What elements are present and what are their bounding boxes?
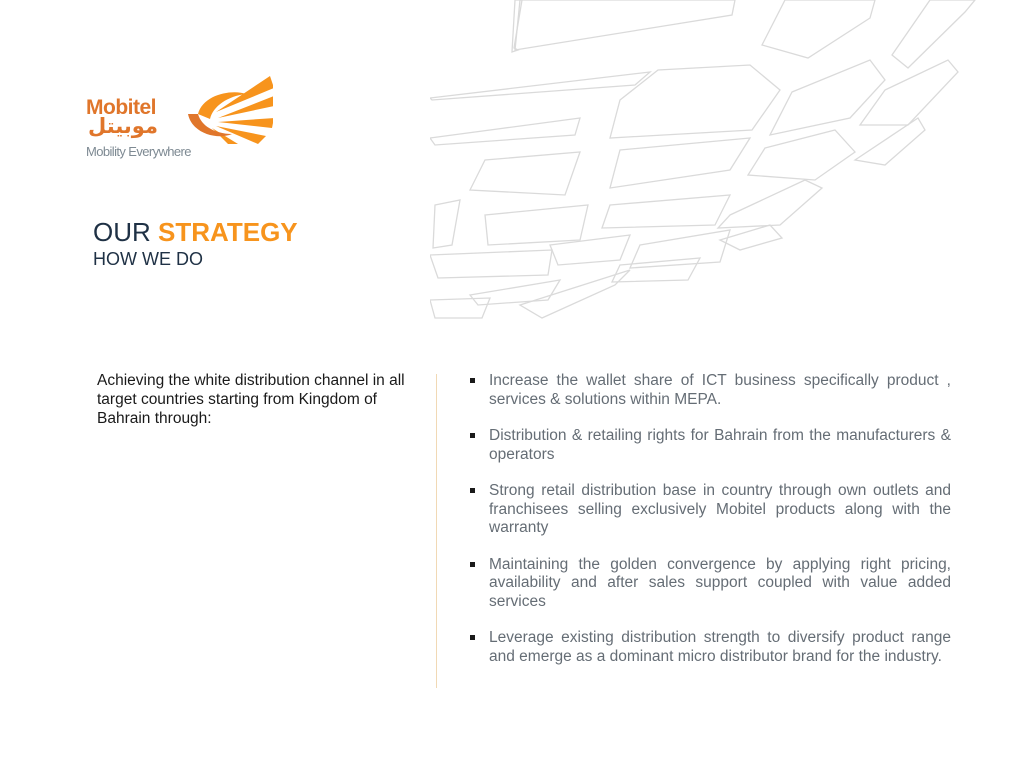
bullet-item [470, 372, 951, 409]
bullet-square-icon [470, 635, 475, 640]
slide-subtitle: HOW WE DO [93, 249, 203, 269]
bullet-text: Leverage existing distribution strength to diversify product range and emerge as a dominant micro distributor brand for the industry. [489, 629, 951, 665]
title-heading [93, 217, 298, 247]
title-prefix: OUR [93, 217, 151, 247]
bullet-item [470, 556, 951, 612]
bullet-item [470, 482, 951, 538]
hexagon-pattern-background [430, 0, 1024, 330]
bullet-item [470, 427, 951, 464]
intro-text: Achieving the white distribution channel in all target countries starting from Kingdom of Bahrain through: [97, 372, 405, 427]
bullet-square-icon [470, 378, 475, 383]
logo-tagline: Mobility Everywhere [86, 144, 191, 159]
column-divider [436, 374, 437, 688]
bullet-text: Maintaining the golden convergence by applying right pricing, availability and after sales support coupled with value added services [489, 555, 951, 610]
bullet-text: Strong retail distribution base in country through own outlets and franchisees selling exclusively Mobitel products along with the warranty [489, 482, 951, 536]
mobitel-logo [86, 74, 276, 164]
bullet-text: Increase the wallet share of ICT business specifically product , services & solutions within MEPA. [489, 372, 951, 408]
logo-arabic-wordmark: موبيتل [88, 114, 158, 138]
bullet-text: Distribution & retailing rights for Bahrain from the manufacturers & operators [489, 427, 951, 463]
strategy-bullet-list [470, 372, 951, 684]
bullet-square-icon [470, 562, 475, 567]
title-accent: STRATEGY [158, 217, 298, 247]
slide-title [93, 217, 298, 270]
bullet-item [470, 629, 951, 666]
bullet-square-icon [470, 488, 475, 493]
bullet-square-icon [470, 433, 475, 438]
logo-wordmark: Mobitel [86, 96, 156, 119]
sunburst-logo-icon [178, 74, 273, 144]
